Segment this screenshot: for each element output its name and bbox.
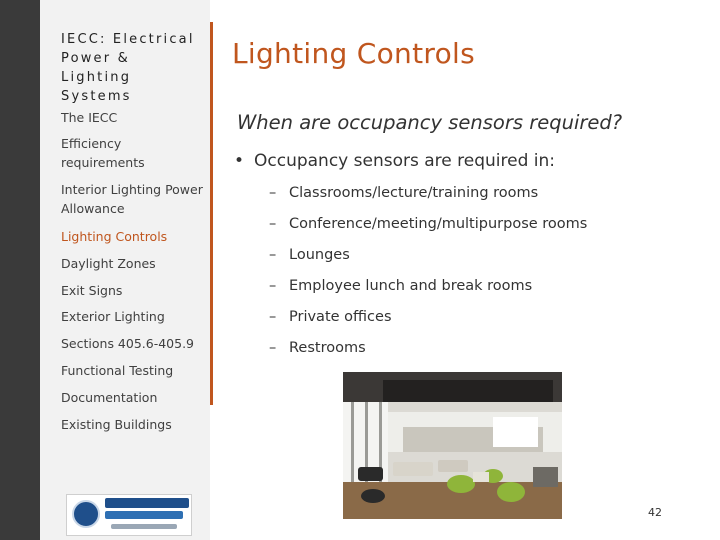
- dash-icon: –: [269, 278, 277, 294]
- sub-item-text: Private offices: [289, 309, 392, 325]
- dash-icon: –: [269, 247, 277, 263]
- bullet-icon: •: [234, 151, 245, 171]
- slide-question: When are occupancy sensors required?: [237, 111, 623, 134]
- page-number: 42: [648, 506, 662, 519]
- sub-item: [269, 307, 392, 327]
- lounge-photo: [343, 372, 562, 519]
- dash-icon: –: [269, 309, 277, 325]
- sub-item: [269, 245, 350, 265]
- contractors-academy-logo: [66, 494, 192, 536]
- bullet-text: Occupancy sensors are required in:: [254, 151, 555, 171]
- sidebar-item-sections-405[interactable]: Sections 405.6-405.9: [61, 336, 195, 351]
- sidebar-item-existing-buildings[interactable]: Existing Buildings: [61, 417, 172, 432]
- sub-item-text: Restrooms: [289, 340, 366, 356]
- sidebar-item-functional-testing[interactable]: Functional Testing: [61, 363, 174, 378]
- logo-tagline-line: [111, 524, 177, 529]
- sidebar-item-the-iecc[interactable]: The IECC: [61, 110, 118, 125]
- sub-item-text: Classrooms/lecture/training rooms: [289, 185, 539, 201]
- sub-item-text: Lounges: [289, 247, 350, 263]
- sidebar-item-exterior-lighting[interactable]: Exterior Lighting: [61, 309, 165, 324]
- dash-icon: –: [269, 340, 277, 356]
- sub-item: [269, 214, 587, 234]
- sub-item: [269, 338, 366, 358]
- logo-wordmark-line: [105, 498, 189, 508]
- sub-item-text: Employee lunch and break rooms: [289, 278, 533, 294]
- sidebar-item-interior-lighting-power-allowance[interactable]: Interior Lighting Power Allowance: [61, 182, 203, 216]
- left-dark-bar: [0, 0, 40, 540]
- sidebar-item-exit-signs[interactable]: Exit Signs: [61, 283, 123, 298]
- sidebar-item-efficiency-requirements[interactable]: Efficiency requirements: [61, 136, 145, 170]
- accent-divider: [210, 22, 213, 405]
- dash-icon: –: [269, 185, 277, 201]
- logo-seal-icon: [72, 500, 100, 528]
- sidebar-item-daylight-zones[interactable]: Daylight Zones: [61, 256, 156, 271]
- dash-icon: –: [269, 216, 277, 232]
- logo-wordmark-line: [105, 511, 183, 519]
- sidebar-item-documentation[interactable]: Documentation: [61, 390, 158, 405]
- sidebar-title: IECC: Electrical Power & Lighting Systems: [61, 32, 195, 104]
- sub-item: [269, 183, 538, 203]
- sub-item-text: Conference/meeting/multipurpose rooms: [289, 216, 588, 232]
- sidebar-item-lighting-controls[interactable]: Lighting Controls: [61, 229, 168, 244]
- bullet-point: [234, 149, 555, 173]
- slide-title: Lighting Controls: [232, 37, 475, 70]
- sub-item: [269, 276, 532, 296]
